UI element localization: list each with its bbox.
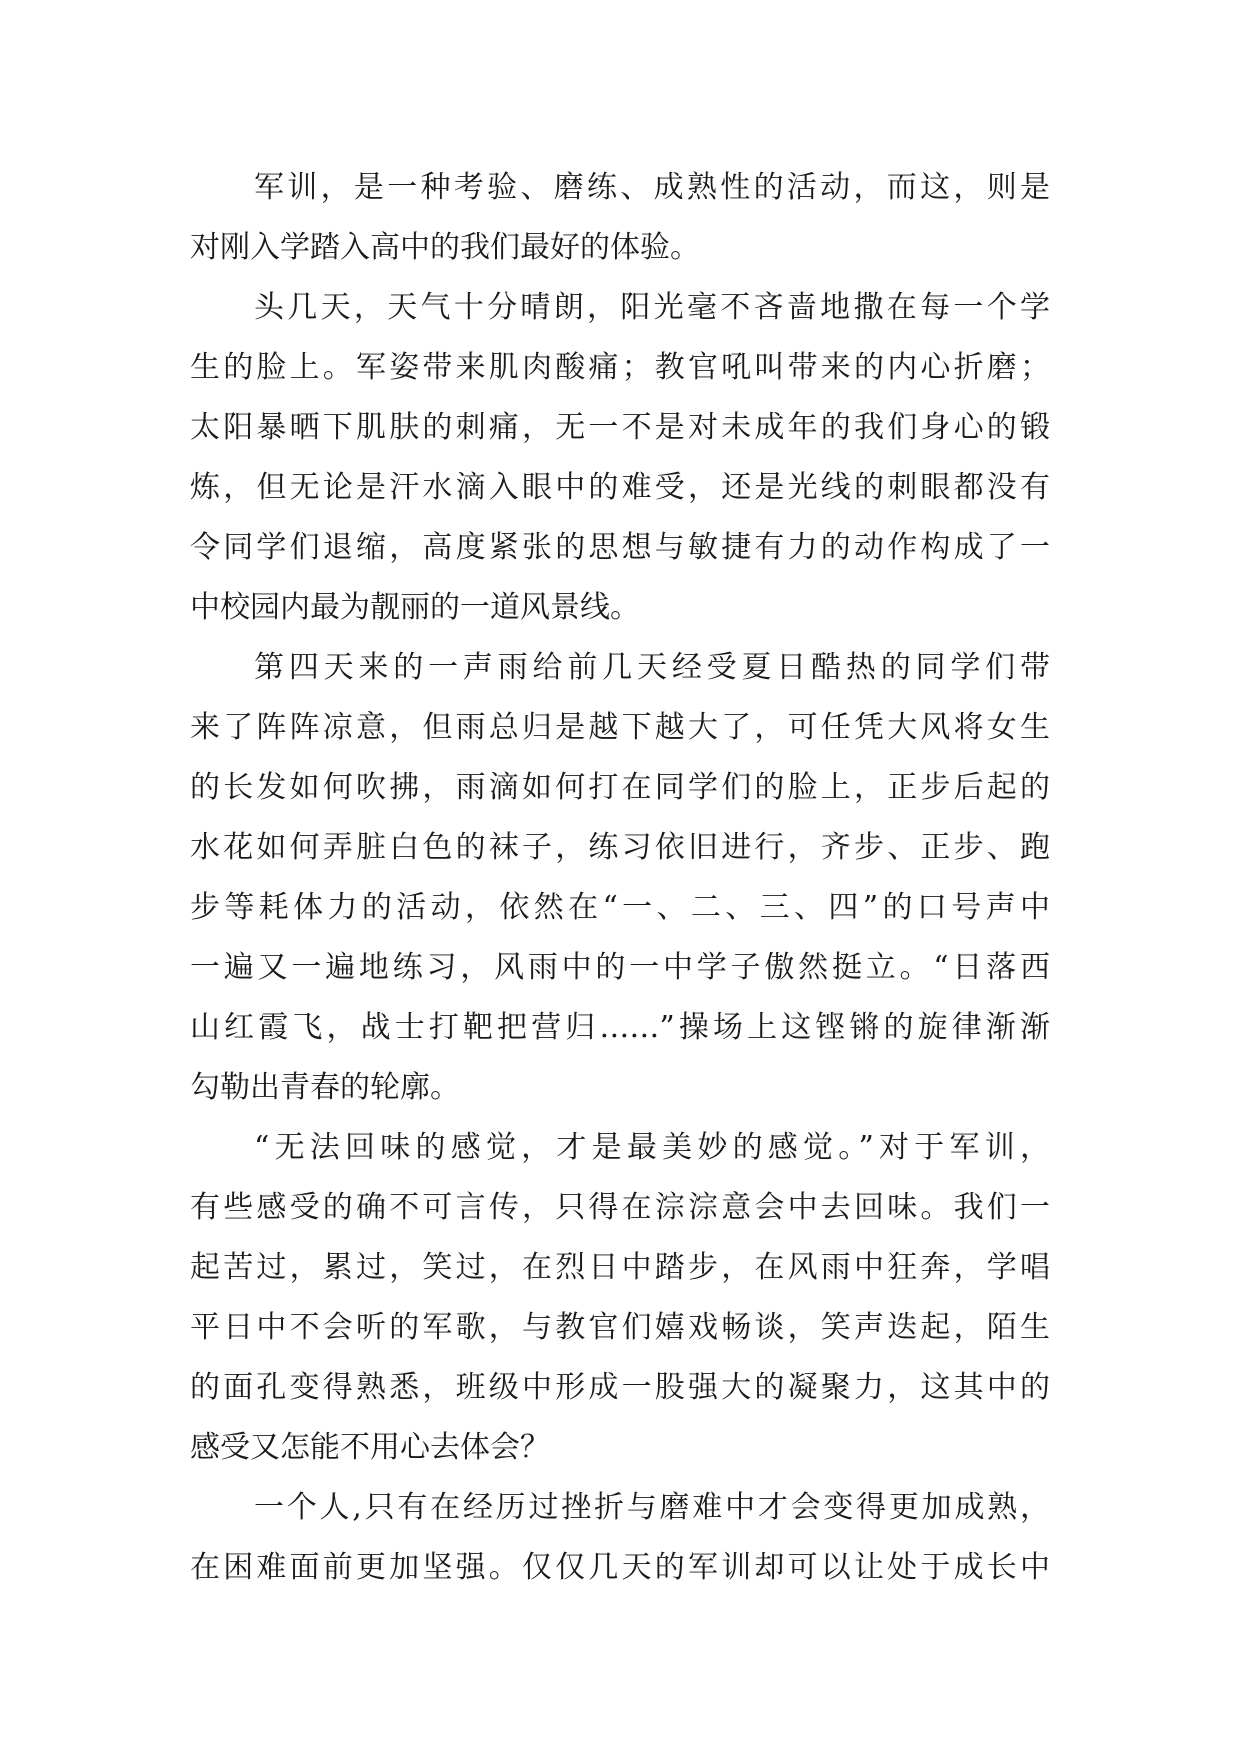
paragraph [190, 638, 1050, 1118]
text-line: 令同学们退缩，高度紧张的思想与敏捷有力的动作构成了一 [190, 530, 1050, 565]
text-line: 一个人,只有在经历过挫折与磨难中才会变得更加成熟， [254, 1490, 1050, 1525]
text-line: 的长发如何吹拂，雨滴如何打在同学们的脸上，正步后起的 [190, 770, 1050, 805]
text-line: 的面孔变得熟悉，班级中形成一股强大的凝聚力，这其中的 [190, 1370, 1050, 1405]
text-line: 太阳暴晒下肌肤的刺痛，无一不是对未成年的我们身心的锻 [190, 410, 1050, 445]
text-line: 来了阵阵凉意，但雨总归是越下越大了，可任凭大风将女生 [190, 710, 1050, 745]
text-line: 生的脸上。军姿带来肌肉酸痛；教官吼叫带来的内心折磨； [190, 350, 1050, 385]
text-line: 中校园内最为靓丽的一道风景线。 [190, 590, 640, 625]
text-line: 在困难面前更加坚强。仅仅几天的军训却可以让处于成长中 [190, 1550, 1050, 1585]
text-line: 勾勒出青春的轮廓。 [190, 1070, 460, 1105]
text-line: 对刚入学踏入高中的我们最好的体验。 [190, 230, 700, 265]
text-line: “无法回味的感觉，才是最美妙的感觉。”对于军训， [254, 1130, 1050, 1165]
document-body [190, 158, 1050, 1598]
text-line: 第四天来的一声雨给前几天经受夏日酷热的同学们带 [254, 650, 1050, 685]
text-line: 步等耗体力的活动，依然在“一、二、三、四”的口号声中 [190, 890, 1050, 925]
paragraph [190, 1478, 1050, 1598]
text-line: 平日中不会听的军歌，与教官们嬉戏畅谈，笑声迭起，陌生 [190, 1310, 1050, 1345]
text-line: 一遍又一遍地练习，风雨中的一中学子傲然挺立。“日落西 [190, 950, 1050, 985]
text-line: 感受又怎能不用心去体会？ [190, 1430, 550, 1465]
text-line: 军训，是一种考验、磨练、成熟性的活动，而这，则是 [254, 170, 1050, 205]
text-line: 水花如何弄脏白色的袜子，练习依旧进行，齐步、正步、跑 [190, 830, 1050, 865]
text-line: 炼，但无论是汗水滴入眼中的难受，还是光线的刺眼都没有 [190, 470, 1050, 505]
paragraph [190, 1118, 1050, 1478]
text-line: 有些感受的确不可言传，只得在淙淙意会中去回味。我们一 [190, 1190, 1050, 1225]
text-line: 起苦过，累过，笑过，在烈日中踏步，在风雨中狂奔，学唱 [190, 1250, 1050, 1285]
paragraph [190, 158, 1050, 278]
text-line: 头几天，天气十分晴朗，阳光毫不吝啬地撒在每一个学 [254, 290, 1050, 325]
paragraph [190, 278, 1050, 638]
text-line: 山红霞飞，战士打靶把营归……”操场上这铿锵的旋律渐渐 [190, 1010, 1050, 1045]
